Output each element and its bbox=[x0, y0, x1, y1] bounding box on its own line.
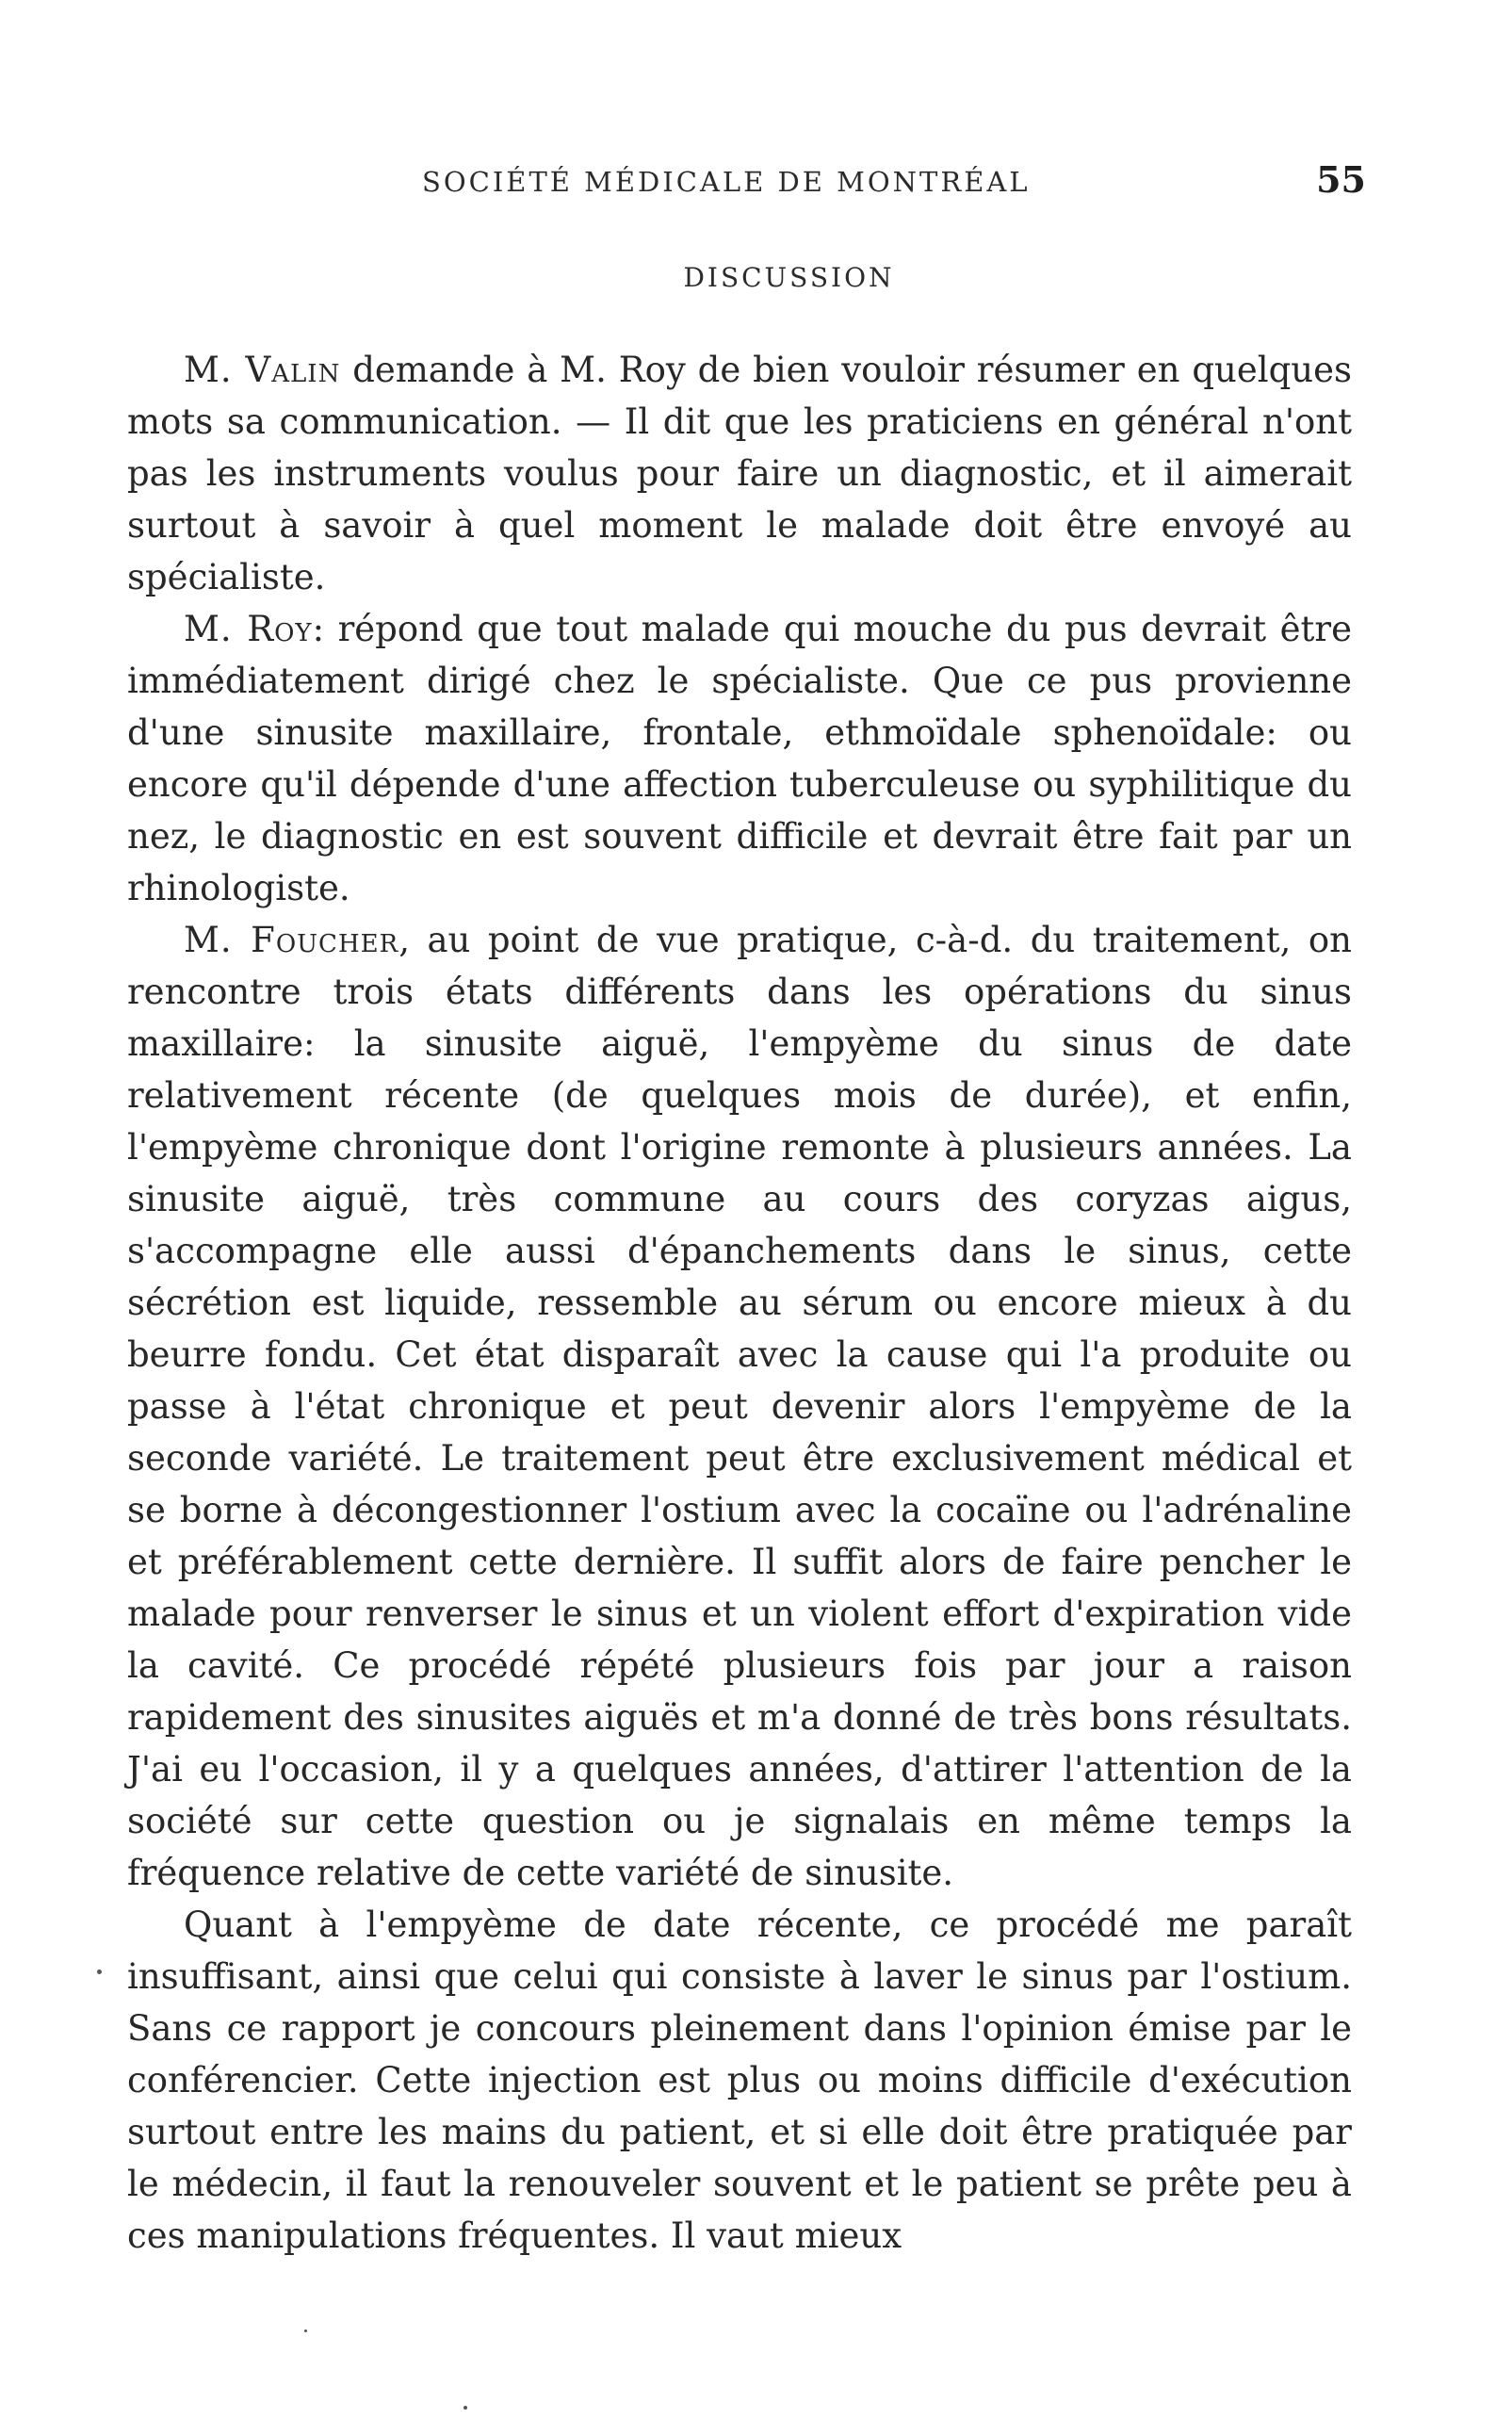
running-title: SOCIÉTÉ MÉDICALE DE MONTRÉAL bbox=[422, 166, 1031, 198]
scan-speck bbox=[304, 2329, 307, 2332]
scan-speck bbox=[463, 2406, 467, 2410]
body-text bbox=[127, 344, 1352, 2262]
paragraph-foucher bbox=[127, 914, 1352, 1899]
page-number: 55 bbox=[1316, 158, 1366, 201]
running-header bbox=[122, 158, 1366, 205]
paragraph-text: , au point de vue pratique, c-à-d. du traitement, on rencontre trois états différents dans les opérations du sinus maxillaire: la sinusite aiguë, l'empyème du sinus de date relativement récente (de quelques mois de durée), et enfin, l'empyème chronique dont l'origine remonte à plusieurs années. La sinusite aiguë, très commune au cours des coryzas aigus, s'accompagne elle aussi d'épanchements dans le sinus, cette sécrétion est liquide, ressemble au sérum ou encore mieux à du beurre fondu. Cet état disparaît avec la cause qui l'a produite ou passe à l'état chronique et peut devenir alors l'empyème de la seconde variété. Le traitement peut être exclusivement médical et se borne à décongestionner l'ostium avec la cocaïne ou l'adrénaline et préférablement cette dernière. Il suffit alors de faire pencher le malade pour renverser le sinus et un violent effort d'expiration vide la cavité. Ce procédé répété plusieurs fois par jour a raison rapidement des sinusites aiguës et m'a donné de très bons résultats. J'ai eu l'occasion, il y a quelques années, d'attirer l'attention de la société sur cette question ou je signalais en même temps la fréquence relative de cette variété de sinusite. bbox=[127, 920, 1352, 1893]
paragraph-roy bbox=[127, 603, 1352, 914]
paragraph-text: : répond que tout malade qui mouche du pus devrait être immédiatement dirigé chez le spécialiste. Que ce pus provienne d'une sinusite maxillaire, frontale, ethmoïdale sphenoïdale: ou encore qu'il dépende d'une affection tuberculeuse ou syphilitique du nez, le diagnostic en est souvent difficile et devrait être fait par un rhinologiste. bbox=[127, 609, 1352, 908]
paragraph-text: demande à M. Roy de bien vouloir résumer en quelques mots sa communication. — Il dit que les praticiens en général n'ont pas les instruments voulus pour faire un diagnostic, et il aimerait surtout à savoir à quel moment le malade doit être envoyé au spécialiste. bbox=[127, 350, 1352, 597]
speaker-name: M. Roy bbox=[184, 609, 313, 649]
speaker-name: M. Foucher bbox=[184, 920, 399, 960]
paragraph-valin bbox=[127, 344, 1352, 603]
speaker-name: M. Valin bbox=[184, 350, 341, 390]
paragraph-text: Quant à l'empyème de date récente, ce procédé me paraît insuffisant, ainsi que celui qui consiste à laver le sinus par l'ostium. Sans ce rapport je concours pleinement dans l'opinion émise par le conférencier. Cette injection est plus ou moins difficile d'exécution surtout entre les mains du patient, et si elle doit être pratiquée par le médecin, il faut la renouveler souvent et le patient se prête peu à ces manipulations fréquentes. Il vaut mieux bbox=[127, 1904, 1352, 2256]
paragraph-quant bbox=[127, 1899, 1352, 2262]
section-heading: DISCUSSION bbox=[683, 262, 895, 293]
scan-speck bbox=[97, 1970, 102, 1974]
